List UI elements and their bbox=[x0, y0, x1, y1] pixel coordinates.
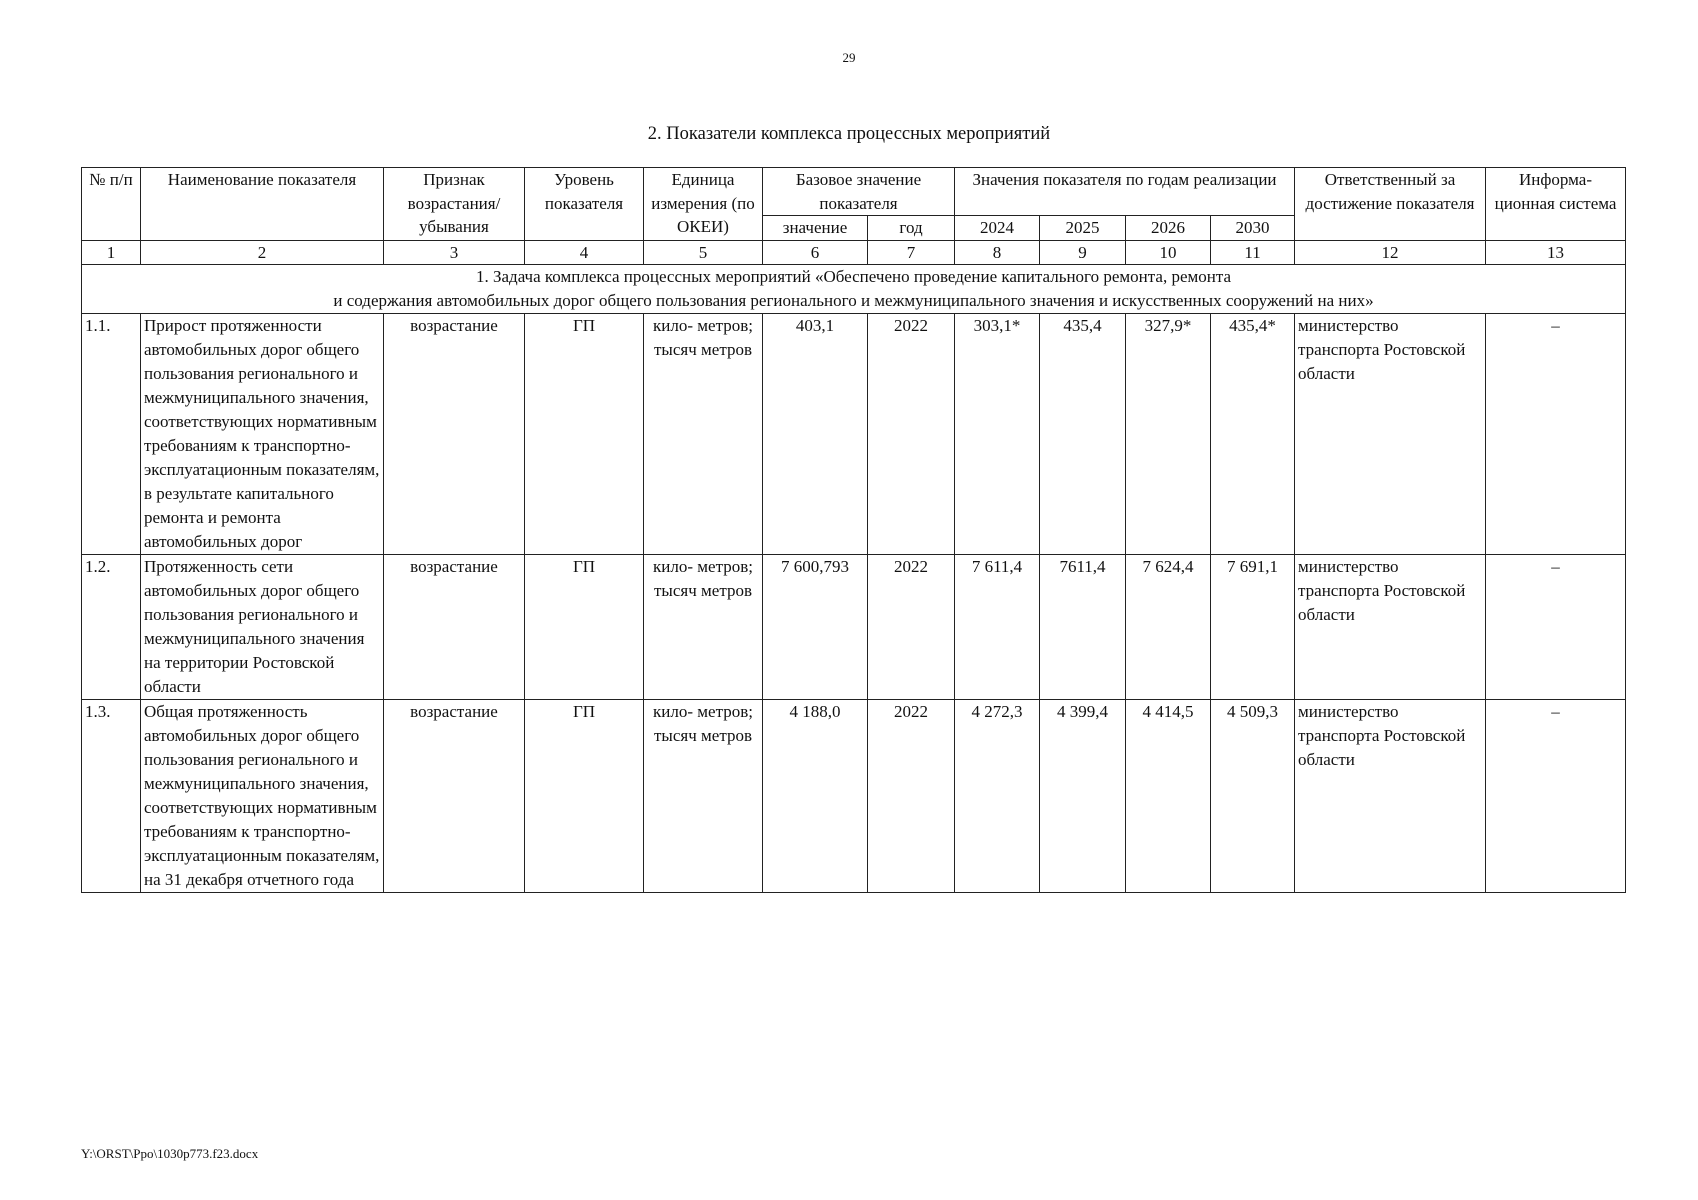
header-year-2030: 2030 bbox=[1211, 216, 1295, 241]
row-num: 1.2. bbox=[82, 554, 141, 699]
section-title: 2. Показатели комплекса процессных мероприятий bbox=[647, 124, 1051, 144]
infosys-cell: – bbox=[1486, 554, 1626, 699]
value-2030-cell: 435,4* bbox=[1211, 313, 1295, 554]
header-base: Базовое значение показателя bbox=[763, 168, 955, 216]
column-number: 4 bbox=[525, 240, 644, 264]
header-year-2025: 2025 bbox=[1040, 216, 1126, 241]
value-2024-cell: 7 611,4 bbox=[955, 554, 1040, 699]
task-heading-line2: и содержания автомобильных дорог общего пользования регионального и межмуниципального значения и искусственных сооружений на них» bbox=[333, 290, 1374, 310]
header-trend: Признак возрастания/ убывания bbox=[384, 168, 525, 241]
infosys-cell: – bbox=[1486, 313, 1626, 554]
value-2026-cell: 327,9* bbox=[1126, 313, 1211, 554]
indicators-table bbox=[81, 167, 1626, 893]
column-number: 9 bbox=[1040, 240, 1126, 264]
level-cell: ГП bbox=[525, 699, 644, 892]
responsible-cell: министерство транспорта Ростовской области bbox=[1295, 699, 1486, 892]
value-2024-cell: 303,1* bbox=[955, 313, 1040, 554]
column-number: 5 bbox=[644, 240, 763, 264]
column-number: 2 bbox=[141, 240, 384, 264]
header-year-2024: 2024 bbox=[955, 216, 1040, 241]
column-number: 11 bbox=[1211, 240, 1295, 264]
row-num: 1.3. bbox=[82, 699, 141, 892]
value-2030-cell: 4 509,3 bbox=[1211, 699, 1295, 892]
level-cell: ГП bbox=[525, 554, 644, 699]
value-2025-cell: 435,4 bbox=[1040, 313, 1126, 554]
table-row bbox=[82, 313, 1626, 554]
header-base-year: год bbox=[868, 216, 955, 241]
header-year-2026: 2026 bbox=[1126, 216, 1211, 241]
header-responsible: Ответственный за достижение показателя bbox=[1295, 168, 1486, 241]
indicator-name: Общая протяженность автомобильных дорог общего пользования регионального и межмуниципального значения, соответствующих нормативным требованиям к транспортно-эксплуатационным показателям, на 31 декабря отчетного года bbox=[141, 699, 384, 892]
indicator-name: Протяженность сети автомобильных дорог общего пользования регионального и межмуниципального значения на территории Ростовской области bbox=[141, 554, 384, 699]
column-number: 6 bbox=[763, 240, 868, 264]
trend-cell: возрастание bbox=[384, 554, 525, 699]
column-number: 3 bbox=[384, 240, 525, 264]
page-number: 29 bbox=[842, 50, 856, 65]
column-number: 13 bbox=[1486, 240, 1626, 264]
responsible-cell: министерство транспорта Ростовской области bbox=[1295, 554, 1486, 699]
column-number: 12 bbox=[1295, 240, 1486, 264]
trend-cell: возрастание bbox=[384, 313, 525, 554]
unit-cell: кило- метров; тысяч метров bbox=[644, 313, 763, 554]
base-value-cell: 4 188,0 bbox=[763, 699, 868, 892]
value-2030-cell: 7 691,1 bbox=[1211, 554, 1295, 699]
header-num: № п/п bbox=[82, 168, 141, 241]
header-values: Значения показателя по годам реализации bbox=[955, 168, 1295, 216]
task-row bbox=[82, 264, 1626, 313]
task-heading bbox=[82, 264, 1626, 313]
column-numbers-row bbox=[82, 240, 1626, 264]
value-2026-cell: 4 414,5 bbox=[1126, 699, 1211, 892]
value-2026-cell: 7 624,4 bbox=[1126, 554, 1211, 699]
header-base-value: значение bbox=[763, 216, 868, 241]
unit-cell: кило- метров; тысяч метров bbox=[644, 554, 763, 699]
base-year-cell: 2022 bbox=[868, 313, 955, 554]
task-heading-line1: 1. Задача комплекса процессных мероприятий «Обеспечено проведение капитального ремонта, ремонта bbox=[475, 266, 1232, 286]
trend-cell: возрастание bbox=[384, 699, 525, 892]
unit-cell: кило- метров; тысяч метров bbox=[644, 699, 763, 892]
infosys-cell: – bbox=[1486, 699, 1626, 892]
table-row bbox=[82, 554, 1626, 699]
responsible-cell: министерство транспорта Ростовской области bbox=[1295, 313, 1486, 554]
header-name: Наименование показателя bbox=[141, 168, 384, 241]
value-2025-cell: 7611,4 bbox=[1040, 554, 1126, 699]
column-number: 10 bbox=[1126, 240, 1211, 264]
header-infosys: Информа- ционная система bbox=[1486, 168, 1626, 241]
value-2025-cell: 4 399,4 bbox=[1040, 699, 1126, 892]
file-path-footer: Y:\ORST\Ppo\1030p773.f23.docx bbox=[81, 1146, 259, 1161]
column-number: 7 bbox=[868, 240, 955, 264]
base-value-cell: 7 600,793 bbox=[763, 554, 868, 699]
base-year-cell: 2022 bbox=[868, 554, 955, 699]
indicator-name: Прирост протяженности автомобильных дорог общего пользования регионального и межмуниципального значения, соответствующих нормативным требованиям к транспортно-эксплуатационным показателям, в результате капитального ремонта и ремонта автомобильных дорог bbox=[141, 313, 384, 554]
column-number: 1 bbox=[82, 240, 141, 264]
row-num: 1.1. bbox=[82, 313, 141, 554]
level-cell: ГП bbox=[525, 313, 644, 554]
base-value-cell: 403,1 bbox=[763, 313, 868, 554]
base-year-cell: 2022 bbox=[868, 699, 955, 892]
table-row bbox=[82, 699, 1626, 892]
header-level: Уровень показателя bbox=[525, 168, 644, 241]
header-unit: Единица измерения (по ОКЕИ) bbox=[644, 168, 763, 241]
value-2024-cell: 4 272,3 bbox=[955, 699, 1040, 892]
column-number: 8 bbox=[955, 240, 1040, 264]
